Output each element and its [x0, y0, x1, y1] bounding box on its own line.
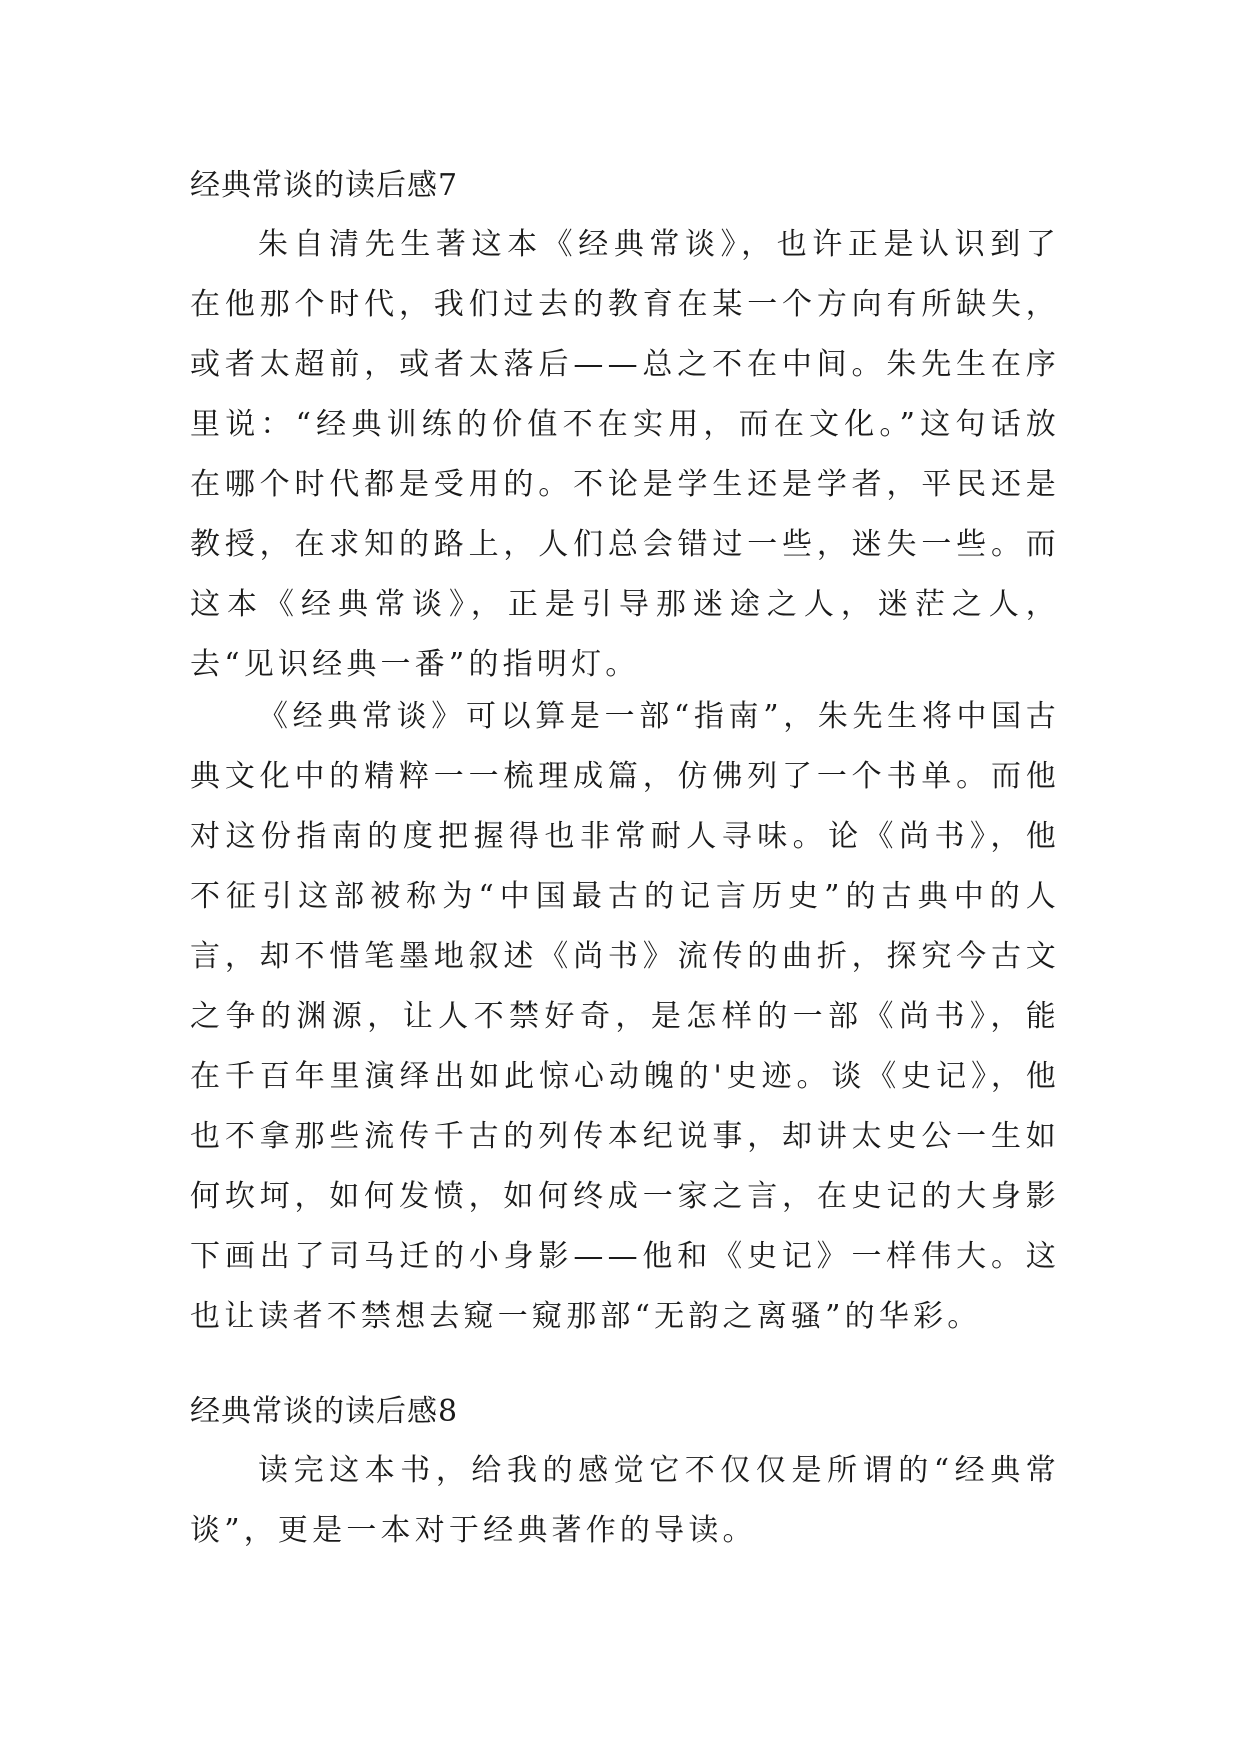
section-7-paragraph-1: 朱自清先生著这本《经典常谈》，也许正是认识到了在他那个时代，我们过去的教育在某一个方向有所缺失，或者太超前，或者太落后——总之不在中间。朱先生在序里说：“经典训练的价值不在实用，而在文化。”这句话放在哪个时代都是受用的。不论是学生还是学者，平民还是教授，在求知的路上，人们总会错过一些，迷失一些。而这本《经典常谈》，正是引导那迷途之人，迷茫之人，去“见识经典一番”的指明灯。: [190, 227, 1060, 682]
section-8-paragraph-1: 读完这本书，给我的感觉它不仅仅是所谓的“经典常谈”，更是一本对于经典著作的导读。: [190, 1453, 1060, 1548]
section-heading-7: 经典常谈的读后感7: [190, 168, 459, 203]
section-heading-8: 经典常谈的读后感8: [190, 1394, 459, 1429]
section-7-paragraph-2: 《经典常谈》可以算是一部“指南”，朱先生将中国古典文化中的精粹一一梳理成篇，仿佛列了一个书单。而他对这份指南的度把握得也非常耐人寻味。论《尚书》，他不征引这部被称为“中国最古的记言历史”的古典中的人言，却不惜笔墨地叙述《尚书》流传的曲折，探究今古文之争的渊源，让人不禁好奇，是怎样的一部《尚书》，能在千百年里演绎出如此惊心动魄的'史迹。谈《史记》，他也不拿那些流传千古的列传本纪说事，却讲太史公一生如何坎坷，如何发愤，如何终成一家之言，在史记的大身影下画出了司马迁的小身影——他和《史记》一样伟大。这也让读者不禁想去窥一窥那部“无韵之离骚”的华彩。: [190, 699, 1060, 1334]
